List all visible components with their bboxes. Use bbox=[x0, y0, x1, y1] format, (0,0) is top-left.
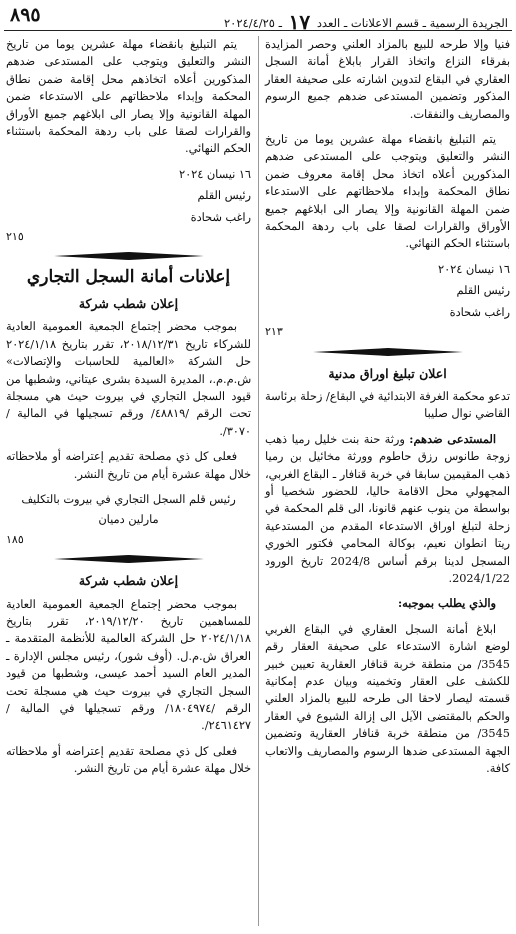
issue-date: ـ ٢٠٢٤/٤/٢٥ bbox=[223, 16, 283, 30]
notice-number: ١٨٥ bbox=[6, 532, 24, 546]
defendants-label: المستدعى ضدهم: bbox=[409, 431, 496, 446]
notice-title: إعلان شطب شركة bbox=[78, 573, 179, 589]
ornament-divider bbox=[54, 251, 204, 261]
defendants-paragraph bbox=[265, 431, 510, 588]
paragraph: يتم التبليغ بانقضاء مهلة عشرين يوما من تاريخ النشر والتعليق ويتوجب على المستدعى ضدهم المذكورين أعلاه اتخاذ محل إقامة معروف ضمن نطاق المحكمة وإبداء ملاحظاتهم على الاستدعاء ضمن المهلة القانونية وإلا يصار الى ابلاغهم جميع الأوراق والقرارات لصقا على باب ردهة المحكمة باستثناء الحكم النهائي. bbox=[265, 133, 510, 251]
column-divider bbox=[258, 36, 259, 926]
notice-body: بموجب محضر إجتماع الجمعية العمومية العادية للمساهمين تاريخ ٢٠١٩/١٢/٢٠، تقرر بتاريخ ٢٠٢٤/١/١٨ حل الشركة العالمية للأنظمة المتقدمة ـ العراق ش.م.ل. (أوف شور)، رئيس مجلس الإدارة ـ المدير العام السيد أحمد عيسى، وشطبها من قيود السجل التجاري في بيروت حيث هي مسجلة تحت الرقم /١٨٠٤٩٧٤/ ورقم تسجيلها في المالية /٢٤٦١٤٢٧/. bbox=[6, 597, 251, 733]
request-label: والذي يطلب بموجبه: bbox=[397, 596, 496, 611]
paragraph: يتم التبليغ بانقضاء مهلة عشرين يوما من تاريخ النشر والتعليق ويتوجب على المستدعى ضدهم المذكورين أعلاه اتخاذهم محل إقامة ضمن نطاق المحكمة وإبداء ملاحظاتهم على الاستدعاء ضمن المهلة القانونية وإلا يصار الى ابلاغهم جميع الأوراق والقرارات لصقا على باب ردهة المحكمة باستثناء الحكم النهائي. bbox=[6, 38, 251, 156]
notice-title: إعلان شطب شركة bbox=[78, 295, 179, 311]
ornament-divider bbox=[54, 554, 204, 564]
notice-date: ١٦ نيسان ٢٠٢٤ bbox=[438, 262, 510, 276]
signature-title: رئيس القلم bbox=[456, 284, 510, 298]
signature-name: راغب شحادة bbox=[190, 210, 251, 224]
page-header bbox=[4, 2, 512, 34]
header-title bbox=[224, 8, 508, 32]
signature-title: رئيس القلم bbox=[197, 189, 251, 203]
header-title-prefix: الجريدة الرسمية ـ قسم الاعلانات ـ العدد bbox=[316, 16, 508, 30]
defendants-text: ورثة حنة بنت خليل رميا ذهب زوجة طانوس رزق حاطوم وورثة مخائيل بن رميا ذهب المقيمين سابقا في خربة قنافار ـ البقاع الغربي، المجهولي محل الاقامة حاليا، للحضور شخصيا أو بواسطة من ينوب عنهم قانونا، الى قلم المحكمة في زحلة لتبلغ اوراق الاستدعاء المقدم من المستدعية ريتا انطوان نعيم، بوكالة المحامي فكتور الخوري المسجل لدينا برقم أساس 2024/8 تاريخ الورود 2024/1/22. bbox=[265, 432, 510, 585]
court-line: تدعو محكمة الغرفة الابتدائية في البقاع/ زحلة برئاسة القاضي نوال صليبا bbox=[265, 389, 510, 421]
left-column bbox=[6, 36, 251, 786]
right-column bbox=[265, 36, 510, 785]
objection-paragraph: فعلى كل ذي مصلحة تقديم إعتراضه أو ملاحظاته خلال مهلة عشرة أيام من تاريخ النشر. bbox=[6, 450, 251, 481]
notice-date: ١٦ نيسان ٢٠٢٤ bbox=[179, 167, 251, 181]
section-title: إعلانات أمانة السجل التجاري bbox=[26, 267, 231, 288]
signature-name: مارلين دميان bbox=[98, 513, 159, 527]
paragraph: فنيا وإلا طرحه للبيع بالمزاد العلني وحصر المزايدة بفرقاء النزاع واتخاذ القرار بابلاغ أمانة السجل العقاري في البقاع لتدوين اشارته على صحيفة العقار المذكور وتضمين المستدعى ضدهم جميع الرسوم والمصاريف والنفقات. bbox=[265, 38, 510, 121]
notice-number: ٢١٣ bbox=[265, 325, 283, 339]
notice-number: ٢١٥ bbox=[6, 230, 24, 244]
ornament-divider bbox=[313, 347, 463, 357]
signature-title: رئيس قلم السجل التجاري في بيروت بالتكليف bbox=[21, 492, 236, 506]
notice-title: اعلان تبليغ اوراق مدنية bbox=[328, 365, 447, 381]
page-number: ٨٩٥ bbox=[10, 4, 41, 26]
issue-number: ١٧ bbox=[288, 10, 311, 34]
notice-body: بموجب محضر إجتماع الجمعية العمومية العادية للشركاء تاريخ ٢٠١٨/١٢/٣١، تقرر بتاريخ ٢٠٢٤/١/١٨ حل الشركة «العالمية للحاسبات والإتصالات» ش.م.م.، المديرة السيدة بشرى عيتاني، وشطبها من قيود السجل التجاري في بيروت حيث هي مسجلة تحت الرقم /٤٨٨١٩/ ورقم تسجيلها في المالية /٣٠٧٠/. bbox=[6, 320, 251, 438]
signature-name: راغب شحادة bbox=[449, 305, 510, 319]
request-text: ابلاغ أمانة السجل العقاري في البقاع الغربي لوضع اشارة الاستدعاء على صحيفة العقار رقم 3545/ من منطقة خربة قنافار العقارية تعيين خبير للكشف على العقار وتخمينه وبيان عدم إمكانية قسمته ليصار لاحقا الى طرحه للبيع بالمزاد العلني والحكم بالمقتضى الآيل الى إزالة الشيوع في العقار 3545/ من منطقة خربة قنافار العقارية وتضمين الجهة المستدعى ضدها الرسوم والمصاريف والاتعاب كافة. bbox=[265, 622, 510, 776]
objection-paragraph: فعلى كل ذي مصلحة تقديم إعتراضه أو ملاحظاته خلال مهلة عشرة أيام من تاريخ النشر. bbox=[6, 744, 251, 776]
